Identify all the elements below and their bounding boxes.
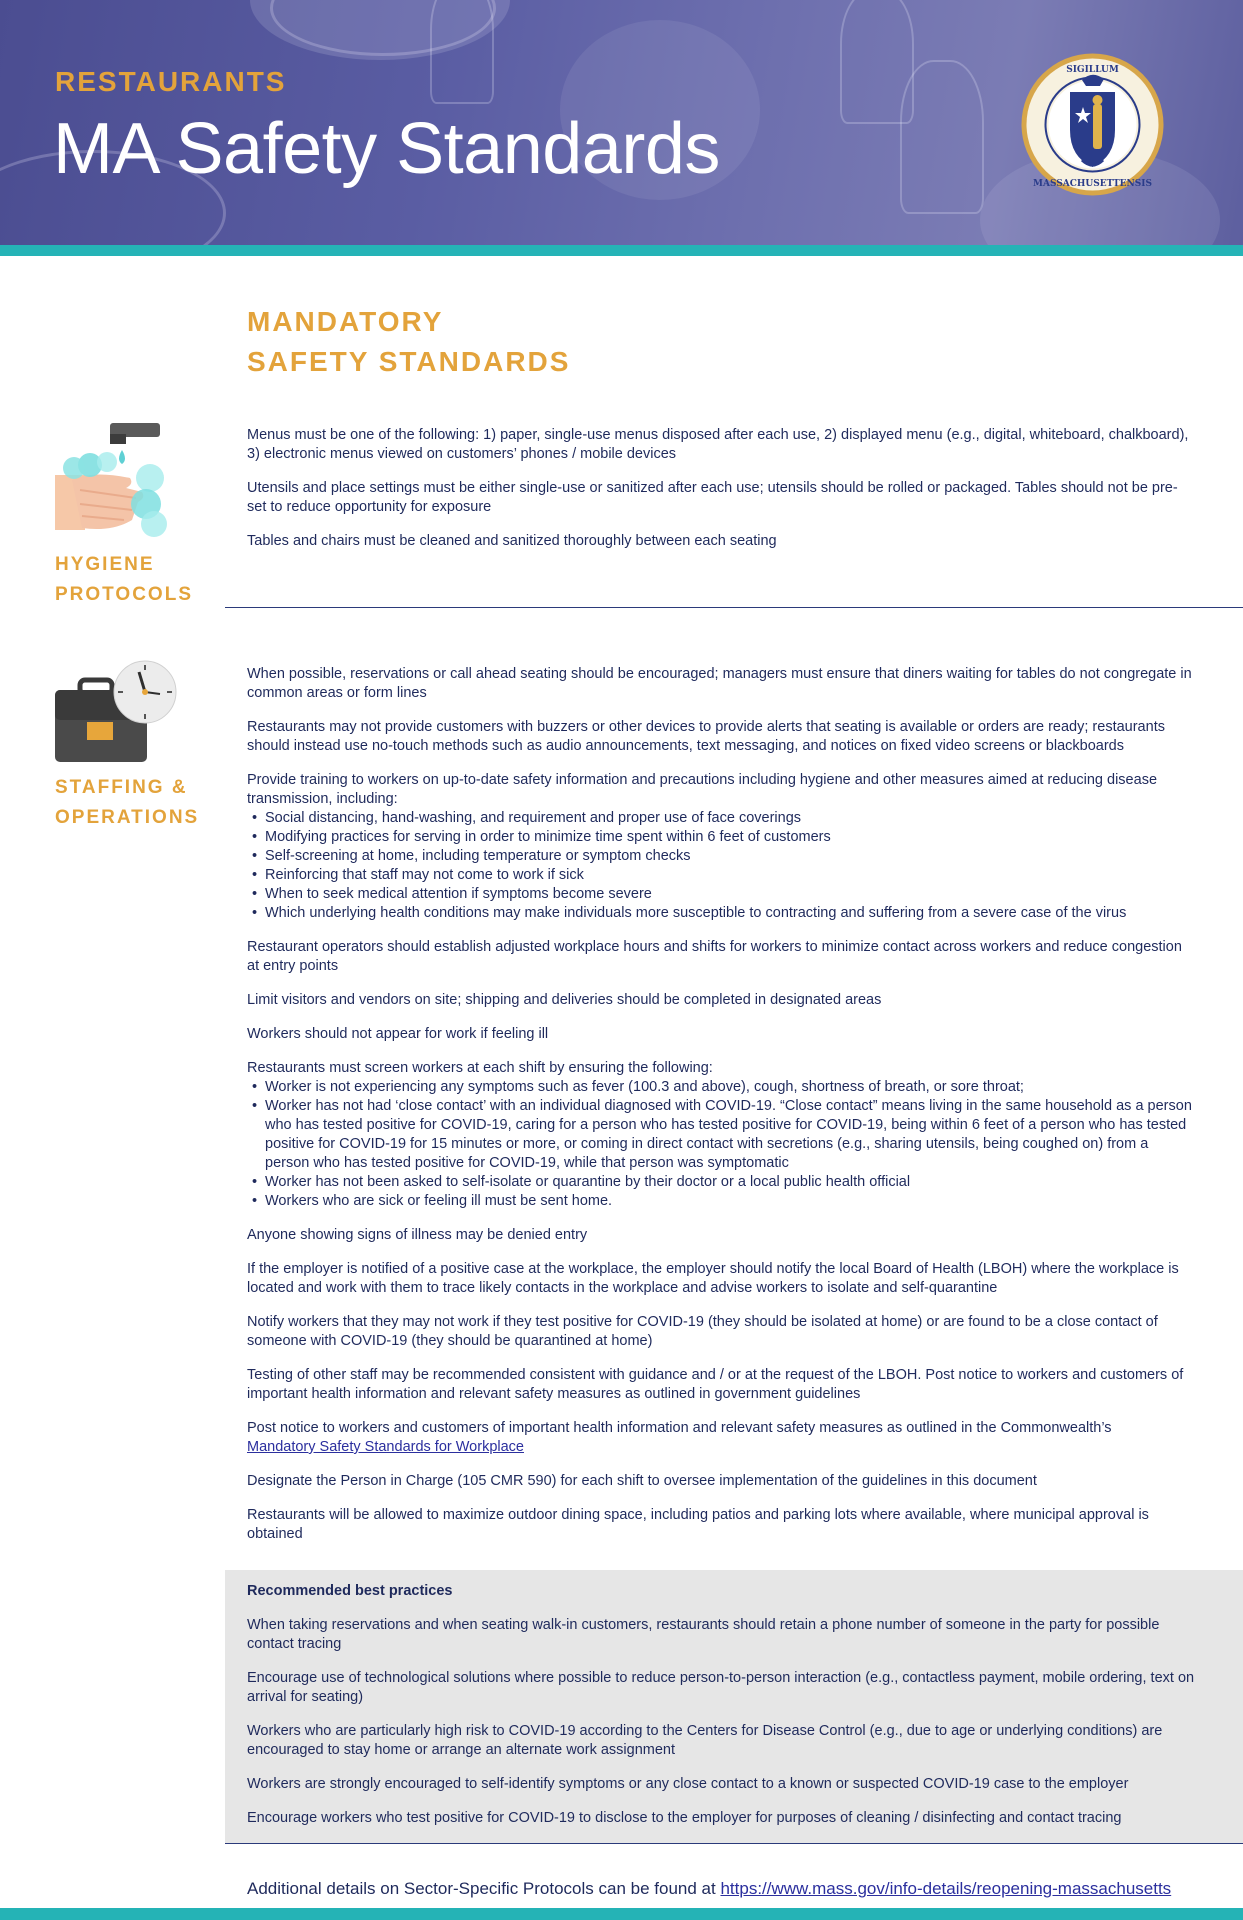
hygiene-item: Tables and chairs must be cleaned and sanitized thoroughly between each seating	[247, 533, 777, 549]
best-practice-item: Encourage workers who test positive for COVID-19 to disclose to the employer for purposes of cleaning / disinfecting and contact tracing	[247, 1810, 1122, 1826]
footer-text: Additional details on Sector-Specific Protocols can be found at	[247, 1879, 716, 1898]
paragraph-text: Post notice to workers and customers of important health information and relevant safety measures as outlined in the Commonwealth’s	[247, 1420, 1112, 1436]
best-practices-title: Recommended best practices	[247, 1583, 453, 1599]
hygiene-label-line1: HYGIENE	[55, 554, 155, 575]
staffing-label	[55, 773, 199, 833]
staffing-paragraph: Provide training to workers on up-to-date safety information and precautions including hygiene and other measures aimed at reducing disease transmission, including:	[247, 772, 1158, 807]
massachusetts-seal-icon	[1020, 52, 1165, 197]
svg-text:SIGILLUM: SIGILLUM	[1066, 65, 1119, 75]
header-banner	[0, 0, 1243, 245]
staffing-paragraph: Notify workers that they may not work if they test positive for COVID-19 (they should be isolated at home) or are found to be a close contact of someone with COVID-19 (they should be quarantined at home)	[247, 1314, 1158, 1349]
workplace-standards-link[interactable]: Mandatory Safety Standards for Workplace	[247, 1439, 524, 1455]
staffing-paragraph: Restaurants must screen workers at each shift by ensuring the following:	[247, 1060, 713, 1076]
staffing-paragraph: Workers should not appear for work if feeling ill	[247, 1026, 549, 1042]
best-practice-item: Workers who are particularly high risk to COVID-19 according to the Centers for Disease Control (e.g., due to age or underlying conditions) are encouraged to stay home or arrange an alternate work assignment	[247, 1723, 1163, 1758]
staffing-paragraph: Restaurant operators should establish adjusted workplace hours and shifts for workers to minimize contact across workers and reduce congestion at entry points	[247, 939, 1182, 974]
list-item: • Social distancing, hand-washing, and requirement and proper use of face coverings	[265, 809, 1195, 828]
footer-note	[247, 1879, 1171, 1899]
best-practices-box	[225, 1570, 1243, 1844]
staffing-paragraph: Designate the Person in Charge (105 CMR 590) for each shift to oversee implementation of the guidelines in this document	[247, 1473, 1037, 1489]
section-heading-line2: SAFETY STANDARDS	[247, 346, 571, 377]
hygiene-item: Menus must be one of the following: 1) paper, single-use menus disposed after each use, 2) displayed menu (e.g., digital, whiteboard, chalkboard), 3) electronic menus viewed on customers’ phones / mobile devices	[247, 427, 1189, 462]
page-title: MA Safety Standards	[53, 109, 720, 189]
list-item: • Self-screening at home, including temperature or symptom checks	[265, 847, 1195, 866]
staffing-paragraph	[247, 1419, 1195, 1457]
best-practice-item: Workers are strongly encouraged to self-identify symptoms or any close contact to a known or suspected COVID-19 case to the employer	[247, 1776, 1129, 1792]
list-item: • Modifying practices for serving in order to minimize time spent within 6 feet of customers	[265, 828, 1195, 847]
background-glass	[430, 0, 494, 104]
list-item: • Worker is not experiencing any symptoms such as fever (100.3 and above), cough, shortness of breath, or sore throat;	[265, 1078, 1195, 1097]
header-accent-bar	[0, 245, 1243, 256]
training-bullet-list	[247, 809, 1195, 923]
best-practice-item: When taking reservations and when seating walk-in customers, restaurants should retain a phone number of someone in the party for possible contact tracing	[247, 1617, 1160, 1652]
reopening-link[interactable]: https://www.mass.gov/info-details/reopening-massachusetts	[720, 1879, 1172, 1898]
header-eyebrow: RESTAURANTS	[55, 66, 287, 97]
staffing-label-line1: STAFFING &	[55, 777, 188, 798]
staffing-paragraph: When possible, reservations or call ahead seating should be encouraged; managers must ensure that diners waiting for tables do not congregate in common areas or form lines	[247, 666, 1192, 701]
hygiene-content	[247, 426, 1195, 566]
staffing-paragraph: Restaurants may not provide customers with buzzers or other devices to provide alerts that seating is available or orders are ready; restaurants should instead use no-touch methods such as audio announcements, text messaging, and notices on fixed video screens or blackboards	[247, 719, 1165, 754]
handwashing-icon	[52, 420, 172, 540]
section-heading-line1: MANDATORY	[247, 306, 444, 337]
staffing-paragraph: If the employer is notified of a positive case at the workplace, the employer should notify the local Board of Health (LBOH) where the workplace is located and work with them to trace likely contacts in the workplace and advise workers to isolate and self-quarantine	[247, 1261, 1179, 1296]
hygiene-label-line2: PROTOCOLS	[55, 584, 193, 605]
staffing-paragraph: Restaurants will be allowed to maximize outdoor dining space, including patios and parking lots where available, where municipal approval is obtained	[247, 1507, 1149, 1542]
hygiene-item: Utensils and place settings must be either single-use or sanitized after each use; utensils should be rolled or packaged. Tables should not be pre-set to reduce opportunity for exposure	[247, 480, 1178, 515]
list-item: • Which underlying health conditions may make individuals more susceptible to contracting and suffering from a severe case of the virus	[265, 904, 1195, 923]
footer-accent-bar	[0, 1908, 1243, 1920]
screening-bullet-list	[247, 1078, 1195, 1211]
staffing-paragraph: Limit visitors and vendors on site; shipping and deliveries should be completed in designated areas	[247, 992, 882, 1008]
staffing-paragraph: Anyone showing signs of illness may be denied entry	[247, 1227, 588, 1243]
list-item: • Worker has not been asked to self-isolate or quarantine by their doctor or a local public health official	[265, 1173, 1195, 1192]
best-practice-item: Encourage use of technological solutions where possible to reduce person-to-person interaction (e.g., contactless payment, mobile ordering, text on arrival for seating)	[247, 1670, 1195, 1705]
section-heading	[247, 302, 570, 382]
svg-text:MASSACHUSETTENSIS: MASSACHUSETTENSIS	[1033, 179, 1152, 189]
list-item: • Workers who are sick or feeling ill must be sent home.	[265, 1192, 1195, 1211]
list-item: • Worker has not had ‘close contact’ with an individual diagnosed with COVID-19. “Close contact” means living in the same household as a person who has tested positive for COVID-19, caring for a person who has tested positive for COVID-19, being within 6 feet of a person who has tested positive for COVID-19 for 15 minutes or more, or coming in direct contact with secretions (e.g., sharing utensils, being coughed on) from a person who has tested positive for COVID-19, while that person was symptomatic	[265, 1097, 1195, 1173]
staffing-content	[247, 665, 1195, 1559]
staffing-label-line2: OPERATIONS	[55, 807, 200, 828]
briefcase-clock-icon	[55, 660, 180, 765]
section-divider	[225, 607, 1243, 608]
list-item: • Reinforcing that staff may not come to work if sick	[265, 866, 1195, 885]
background-glass	[900, 60, 984, 214]
list-item: • When to seek medical attention if symptoms become severe	[265, 885, 1195, 904]
staffing-paragraph: Testing of other staff may be recommended consistent with guidance and / or at the request of the LBOH. Post notice to workers and customers of important health information and relevant safety measures as outlined in government guidelines	[247, 1367, 1184, 1402]
hygiene-label	[55, 550, 193, 610]
